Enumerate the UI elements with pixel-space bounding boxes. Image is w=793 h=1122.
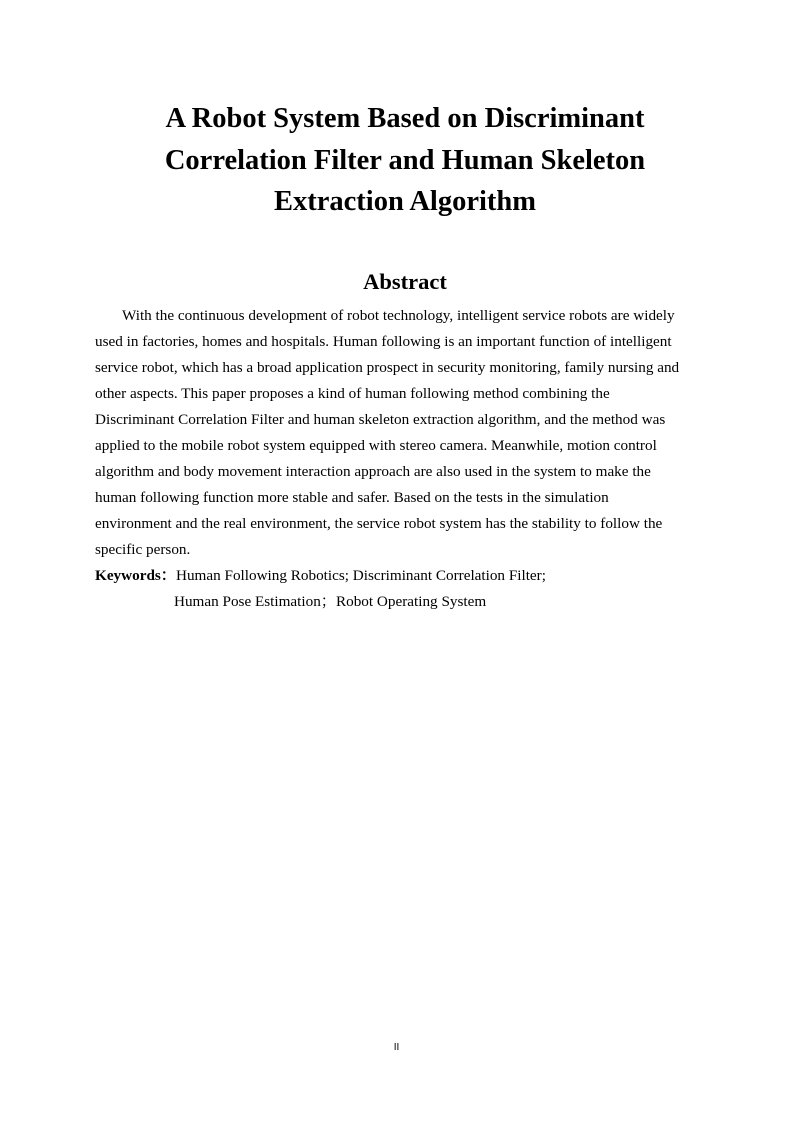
abstract-line: Discriminant Correlation Filter and human skeleton extraction algorithm, and the method was [95, 411, 666, 428]
keywords-line: Human Pose Estimation；Robot Operating System [174, 593, 487, 610]
abstract-body [95, 303, 715, 563]
title-line: Correlation Filter and Human Skeleton [164, 144, 646, 176]
abstract-line: environment and the real environment, the service robot system has the stability to follow the [95, 515, 663, 532]
keywords-row [95, 563, 715, 589]
keywords-section [95, 563, 715, 615]
abstract-line: algorithm and body movement interaction approach are also used in the system to make the [95, 463, 651, 480]
abstract-line: service robot, which has a broad application prospect in security monitoring, family nursing and [95, 359, 680, 376]
abstract-line: specific person. [95, 541, 191, 558]
abstract-line: other aspects. This paper proposes a kind of human following method combining the [95, 385, 610, 402]
keywords-label: Keywords： [95, 567, 176, 584]
page-number: II [393, 1042, 400, 1053]
abstract-line: used in factories, homes and hospitals. Human following is an important function of intelligent [95, 333, 672, 350]
title-line: A Robot System Based on Discriminant [165, 103, 645, 134]
abstract-line: With the continuous development of robot technology, intelligent service robots are widely [122, 307, 675, 324]
paper-title [95, 98, 715, 223]
abstract-line: human following function more stable and safer. Based on the tests in the simulation [95, 489, 609, 506]
title-line: Extraction Algorithm [273, 186, 536, 217]
abstract-heading: Abstract [363, 269, 447, 294]
keywords-line: Human Following Robotics; Discriminant Correlation Filter; [176, 567, 546, 584]
abstract-line: applied to the mobile robot system equipped with stereo camera. Meanwhile, motion control [95, 437, 657, 454]
